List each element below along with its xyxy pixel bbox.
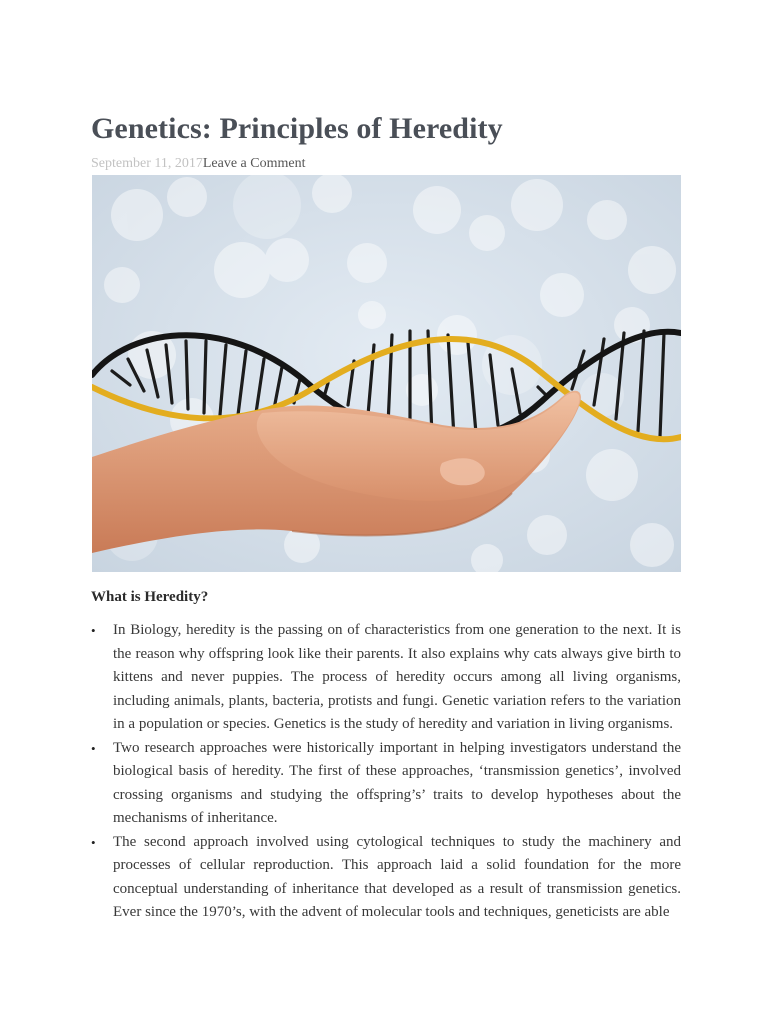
bullet-icon: • (91, 740, 96, 756)
list-item (91, 737, 681, 831)
article-title: Genetics: Principles of Heredity (91, 112, 503, 145)
bullet-text: Two research approaches were historically important in helping investigators understand the biological basis of heredity. The first of these approaches, ‘transmission genetics’, involved crossing organisms and studying the offspring’s’ traits to develop hypotheses about the mechanisms of inheritance. (113, 739, 681, 826)
list-item (91, 831, 681, 925)
list-item (91, 619, 681, 737)
post-meta (91, 156, 306, 172)
bullet-text: The second approach involved using cytological techniques to study the machinery and processes of cellular reproduction. This approach laid a solid foundation for the more conceptual understanding of inheritance that developed as a result of transmission genetics. Ever since the 1970’s, with the advent of molecular tools and techniques, geneticists are able (113, 833, 681, 920)
post-date[interactable]: September 11, 2017 (91, 156, 203, 171)
bullet-text: In Biology, heredity is the passing on of characteristics from one generation to the next. It is the reason why offspring look like their parents. It also explains why cats always give birth to kittens and never puppies. The process of heredity occurs among all living organisms, including animals, plants, bacteria, protists and fungi. Genetic variation refers to the variation in a population or species. Genetics is the study of heredity and variation in living organisms. (113, 622, 681, 732)
hand-holding-dna-icon (92, 175, 681, 572)
bullet-icon: • (91, 834, 96, 850)
hero-image (92, 175, 681, 572)
bullet-icon: • (91, 623, 96, 638)
leave-comment-link[interactable]: Leave a Comment (202, 156, 306, 171)
section-heading: What is Heredity? (91, 589, 209, 605)
heredity-bullet-list (91, 619, 681, 925)
